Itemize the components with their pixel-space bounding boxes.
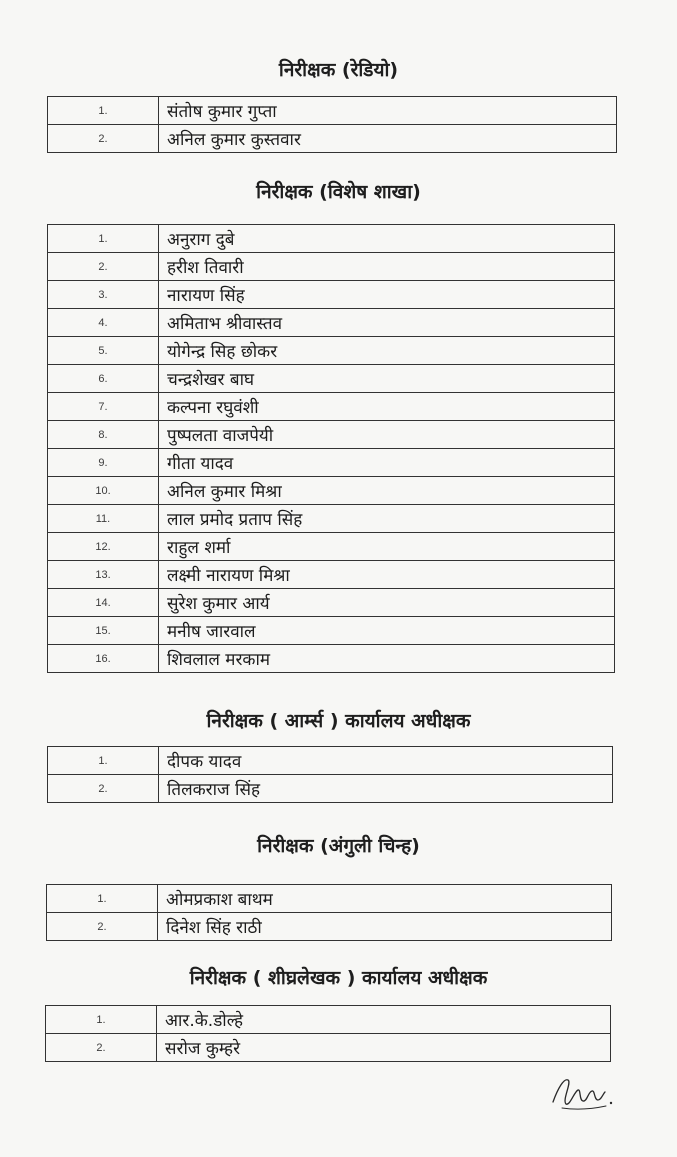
serial-number: 2.: [47, 913, 158, 941]
serial-number: 1.: [47, 885, 158, 913]
table-fingerprint: [46, 884, 612, 941]
officer-name: लाल प्रमोद प्रताप सिंह: [159, 505, 615, 533]
officer-name: राहुल शर्मा: [159, 533, 615, 561]
section-title-fingerprint: निरीक्षक (अंगुली चिन्ह): [257, 835, 420, 857]
officer-name: आर.के.डोल्हे: [157, 1006, 611, 1034]
table-stenographer: [45, 1005, 611, 1062]
table-arms: [47, 746, 613, 803]
serial-number: 1.: [48, 97, 159, 125]
table-row: [47, 885, 612, 913]
officer-name: कल्पना रघुवंशी: [159, 393, 615, 421]
officer-name: चन्द्रशेखर बाघ: [159, 365, 615, 393]
table-row: [48, 589, 615, 617]
serial-number: 2.: [46, 1034, 157, 1062]
table-row: [48, 449, 615, 477]
serial-number: 2.: [48, 125, 159, 153]
table-row: [48, 533, 615, 561]
officer-name: अनुराग दुबे: [159, 225, 615, 253]
officer-name: शिवलाल मरकाम: [159, 645, 615, 673]
officer-name: दीपक यादव: [159, 747, 613, 775]
section-title-special-branch: निरीक्षक (विशेष शाखा): [256, 181, 421, 203]
serial-number: 14.: [48, 589, 159, 617]
serial-number: 5.: [48, 337, 159, 365]
table-special-branch: [47, 224, 615, 673]
table-row: [48, 775, 613, 803]
table-radio: [47, 96, 617, 153]
officer-name: गीता यादव: [159, 449, 615, 477]
officer-name: ओमप्रकाश बाथम: [158, 885, 612, 913]
section-title-radio: निरीक्षक (रेडियो): [278, 59, 399, 81]
section-title-arms: निरीक्षक ( आर्म्स ) कार्यालय अधीक्षक: [206, 710, 471, 732]
serial-number: 2.: [48, 775, 159, 803]
officer-name: अनिल कुमार कुस्तवार: [159, 125, 617, 153]
serial-number: 10.: [48, 477, 159, 505]
table-row: [48, 365, 615, 393]
table-row: [48, 393, 615, 421]
table-row: [48, 645, 615, 673]
table-row: [48, 561, 615, 589]
serial-number: 13.: [48, 561, 159, 589]
serial-number: 4.: [48, 309, 159, 337]
serial-number: 2.: [48, 253, 159, 281]
officer-name: पुष्पलता वाजपेयी: [159, 421, 615, 449]
officer-name: सरोज कुम्हरे: [157, 1034, 611, 1062]
officer-name: अमिताभ श्रीवास्तव: [159, 309, 615, 337]
table-row: [48, 421, 615, 449]
table-row: [48, 253, 615, 281]
table-row: [46, 1006, 611, 1034]
officer-name: अनिल कुमार मिश्रा: [159, 477, 615, 505]
officer-name: योगेन्द्र सिह छोकर: [159, 337, 615, 365]
serial-number: 11.: [48, 505, 159, 533]
table-row: [48, 225, 615, 253]
serial-number: 15.: [48, 617, 159, 645]
serial-number: 1.: [48, 747, 159, 775]
officer-name: सुरेश कुमार आर्य: [159, 589, 615, 617]
serial-number: 1.: [48, 225, 159, 253]
table-row: [48, 337, 615, 365]
table-row: [48, 505, 615, 533]
officer-name: संतोष कुमार गुप्ता: [159, 97, 617, 125]
officer-name: नारायण सिंह: [159, 281, 615, 309]
section-title-stenographer: निरीक्षक ( शीघ्रलेखक ) कार्यालय अधीक्षक: [189, 967, 488, 989]
serial-number: 3.: [48, 281, 159, 309]
table-row: [48, 97, 617, 125]
table-row: [47, 913, 612, 941]
officer-name: लक्ष्मी नारायण मिश्रा: [159, 561, 615, 589]
officer-name: दिनेश सिंह राठी: [158, 913, 612, 941]
table-row: [48, 125, 617, 153]
serial-number: 1.: [46, 1006, 157, 1034]
handwritten-signature-icon: [548, 1070, 618, 1115]
serial-number: 8.: [48, 421, 159, 449]
serial-number: 6.: [48, 365, 159, 393]
table-row: [48, 617, 615, 645]
table-row: [48, 309, 615, 337]
officer-name: तिलकराज सिंह: [159, 775, 613, 803]
officer-name: मनीष जारवाल: [159, 617, 615, 645]
table-row: [48, 281, 615, 309]
serial-number: 7.: [48, 393, 159, 421]
table-row: [48, 747, 613, 775]
table-row: [48, 477, 615, 505]
table-row: [46, 1034, 611, 1062]
serial-number: 12.: [48, 533, 159, 561]
officer-name: हरीश तिवारी: [159, 253, 615, 281]
serial-number: 9.: [48, 449, 159, 477]
serial-number: 16.: [48, 645, 159, 673]
